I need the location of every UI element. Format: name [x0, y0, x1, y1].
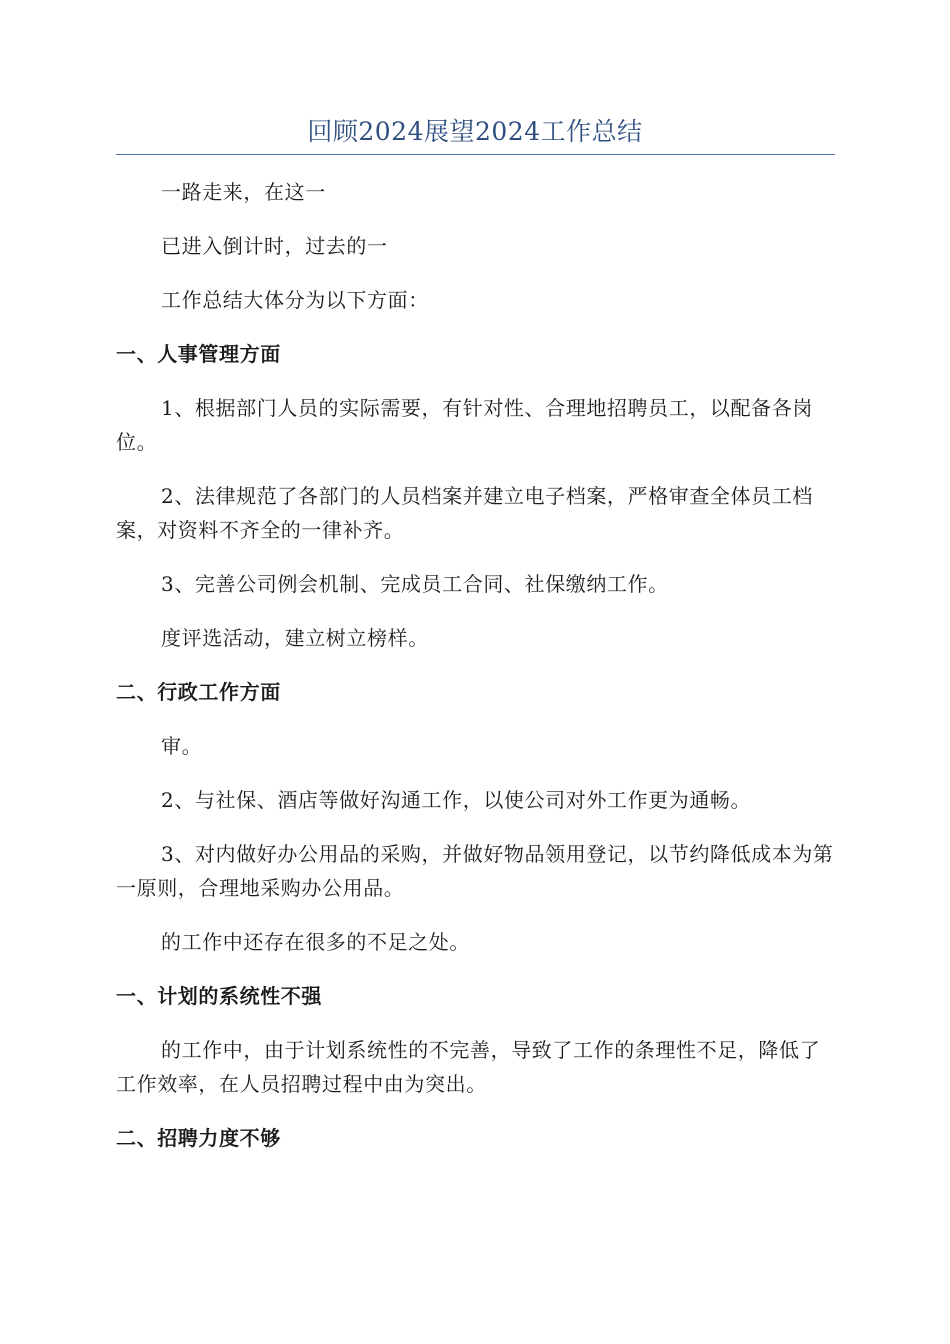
- title-underline: [116, 154, 835, 155]
- paragraph-planning: 的工作中，由于计划系统性的不完善，导致了工作的条理性不足，降低了工作效率，在人员招聘过程中由为突出。: [116, 1038, 821, 1096]
- paragraph-hr-4: 度评选活动，建立树立榜样。: [161, 626, 429, 650]
- paragraph-hr-2: 2、法律规范了各部门的人员档案并建立电子档案，严格审查全体员工档案，对资料不齐全的一律补齐。: [116, 484, 813, 542]
- paragraph-intro-3: 工作总结大体分为以下方面：: [161, 288, 429, 312]
- paragraph-hr-3: 3、完善公司例会机制、完成员工合同、社保缴纳工作。: [161, 572, 669, 596]
- paragraph-shortcomings: 的工作中还存在很多的不足之处。: [161, 930, 470, 954]
- section-heading-admin: 二、行政工作方面: [116, 680, 281, 704]
- paragraph-admin-3: 3、对内做好办公用品的采购，并做好物品领用登记，以节约降低成本为第一原则，合理地采购办公用品。: [116, 842, 834, 900]
- paragraph-intro-1: 一路走来，在这一: [161, 180, 326, 204]
- section-heading-planning: 一、计划的系统性不强: [116, 984, 322, 1008]
- document-title: 回顾2024展望2024工作总结: [307, 117, 643, 146]
- section-heading-recruiting: 二、招聘力度不够: [116, 1126, 281, 1150]
- section-heading-hr: 一、人事管理方面: [116, 342, 281, 366]
- paragraph-admin-1: 审。: [161, 734, 203, 758]
- paragraph-intro-2: 已进入倒计时，过去的一: [161, 234, 388, 258]
- document-body: [116, 175, 834, 1175]
- paragraph-hr-1: 1、根据部门人员的实际需要，有针对性、合理地招聘员工，以配备各岗位。: [116, 396, 813, 454]
- paragraph-admin-2: 2、与社保、酒店等做好沟通工作，以使公司对外工作更为通畅。: [161, 788, 752, 812]
